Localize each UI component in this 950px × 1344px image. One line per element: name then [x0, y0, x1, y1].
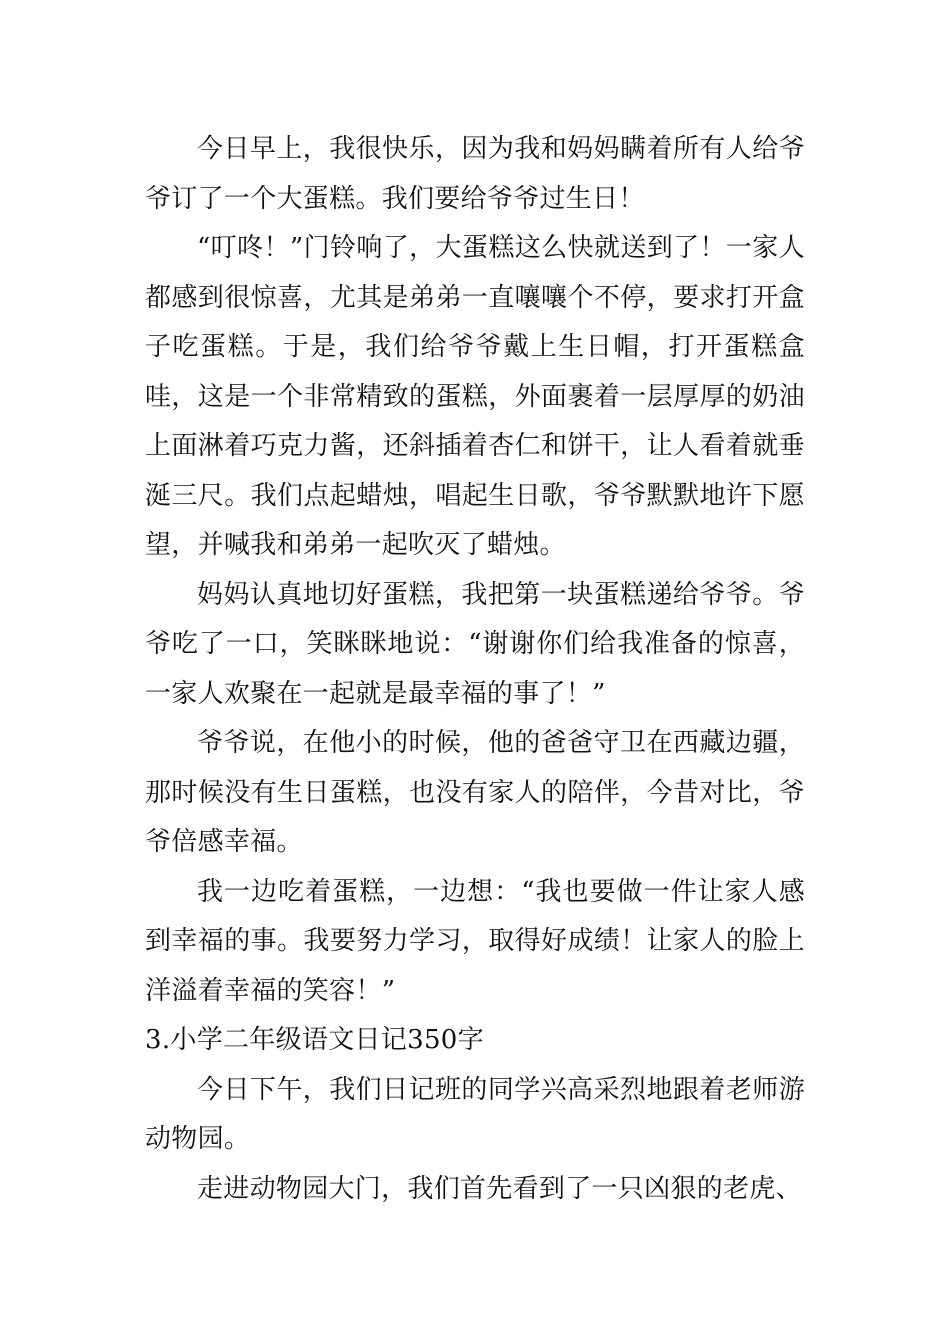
paragraph-6: 今日下午，我们日记班的同学兴高采烈地跟着老师游动物园。	[145, 1074, 805, 1154]
paragraph-4: 爷爷说，在他小的时候，他的爸爸守卫在西藏边疆，那时候没有生日蛋糕，也没有家人的陪伴，今昔对比，爷爷倍感幸福。	[145, 728, 805, 857]
paragraph-7: 走进动物园大门，我们首先看到了一只凶狠的老虎、	[197, 1173, 802, 1204]
paragraph-5: 我一边吃着蛋糕，一边想：“我也要做一件让家人感到幸福的事。我要努力学习，取得好成绩！让家人的脸上洋溢着幸福的笑容！”	[145, 876, 805, 1006]
section-heading: 3.小学二年级语文日记350字	[145, 1025, 484, 1055]
document-body	[145, 125, 805, 1214]
paragraph-1: 今日早上，我很快乐，因为我和妈妈瞒着所有人给爷爷订了一个大蛋糕。我们要给爷爷过生日！	[145, 134, 805, 214]
paragraph-2: “叮咚！”门铃响了，大蛋糕这么快就送到了！一家人都感到很惊喜，尤其是弟弟一直嚷嚷个不停，要求打开盒子吃蛋糕。于是，我们给爷爷戴上生日帽，打开蛋糕盒哇，这是一个非常精致的蛋糕，外面裹着一层厚厚的奶油上面淋着巧克力酱，还斜插着杏仁和饼干，让人看着就垂涎三尺。我们点起蜡烛，唱起生日歌，爷爷默默地许下愿望，并喊我和弟弟一起吹灭了蜡烛。	[145, 233, 805, 560]
paragraph-3: 妈妈认真地切好蛋糕，我把第一块蛋糕递给爷爷。爷爷吃了一口，笑眯眯地说：“谢谢你们给我准备的惊喜，一家人欢聚在一起就是最幸福的事了！”	[145, 579, 805, 709]
